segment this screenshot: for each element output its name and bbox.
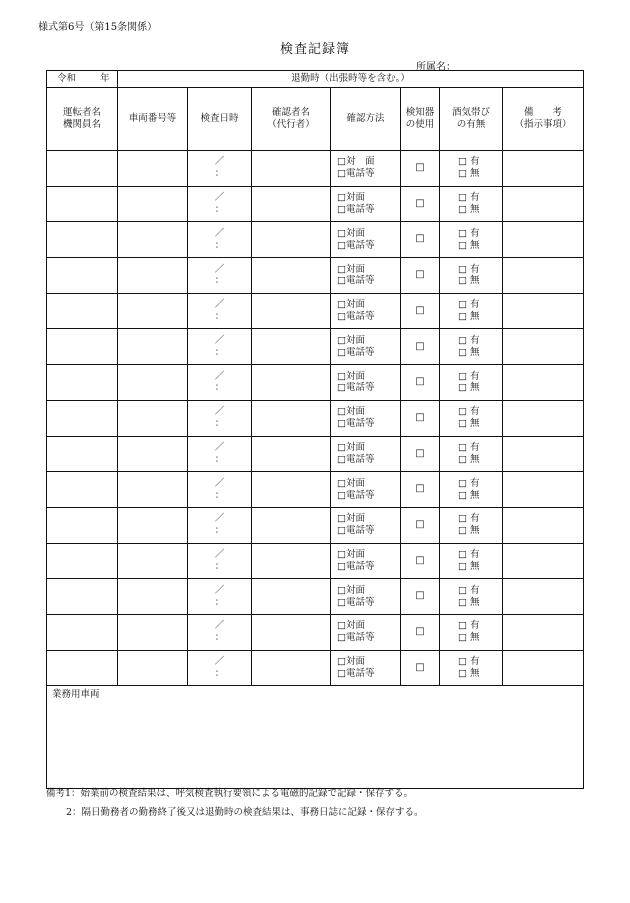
era-label: 令和 [57, 73, 77, 85]
detector-checkbox[interactable]: □ [415, 447, 425, 459]
driver-cell[interactable] [47, 614, 118, 650]
datetime-cell[interactable] [188, 650, 252, 686]
detector-checkbox[interactable]: □ [415, 554, 425, 566]
checker-cell[interactable] [252, 436, 331, 472]
alcohol-yes-checkbox[interactable]: □ 有 [458, 334, 480, 346]
method-phone-checkbox[interactable]: □電話等 [337, 453, 375, 465]
alcohol-no-checkbox[interactable]: □ 無 [458, 204, 480, 216]
method-cell [331, 436, 401, 472]
date-separator: ／ [214, 227, 225, 239]
detector-cell [401, 507, 440, 543]
vehicle-cell[interactable] [118, 186, 188, 222]
remarks-cell[interactable] [503, 579, 584, 615]
header-row-1 [47, 71, 584, 88]
detector-cell [401, 222, 440, 258]
alcohol-no-checkbox[interactable]: □ 無 [458, 346, 480, 358]
alcohol-no-checkbox[interactable]: □ 無 [458, 275, 480, 287]
remark-1: 備考1：始業前の検査結果は、呼気検査執行要領による電磁的記録で記録・保存する。 [46, 788, 414, 799]
alcohol-no-checkbox[interactable]: □ 無 [458, 632, 480, 644]
method-cell [331, 472, 401, 508]
alcohol-no-checkbox[interactable]: □ 無 [458, 418, 480, 430]
detector-checkbox[interactable]: □ [415, 518, 425, 530]
detector-checkbox[interactable]: □ [415, 304, 425, 316]
detector-checkbox[interactable]: □ [415, 340, 425, 352]
remarks-cell[interactable] [503, 329, 584, 365]
alcohol-yes-checkbox[interactable]: □ 有 [458, 263, 480, 275]
alcohol-cell [440, 151, 503, 187]
method-face-checkbox[interactable]: □対面 [337, 656, 365, 668]
inspection-log-table [46, 70, 584, 789]
alcohol-no-checkbox[interactable]: □ 無 [458, 596, 480, 608]
remarks-cell[interactable] [503, 650, 584, 686]
time-separator: ： [214, 275, 225, 287]
form-id: 様式第6号（第15条関係） [38, 22, 158, 33]
table-row [47, 151, 584, 187]
notes-row [47, 686, 584, 789]
datetime-cell[interactable] [188, 507, 252, 543]
driver-cell[interactable] [47, 543, 118, 579]
detector-cell [401, 436, 440, 472]
method-face-checkbox[interactable]: □対面 [337, 406, 365, 418]
alcohol-no-checkbox[interactable]: □ 無 [458, 489, 480, 501]
method-cell [331, 329, 401, 365]
alcohol-cell [440, 436, 503, 472]
alcohol-cell [440, 472, 503, 508]
date-separator: ／ [214, 477, 225, 489]
method-phone-checkbox[interactable]: □電話等 [337, 204, 375, 216]
driver-cell[interactable] [47, 650, 118, 686]
checker-cell[interactable] [252, 329, 331, 365]
method-cell [331, 614, 401, 650]
driver-cell[interactable] [47, 579, 118, 615]
detector-cell [401, 614, 440, 650]
table-row [47, 472, 584, 508]
alcohol-no-checkbox[interactable]: □ 無 [458, 168, 480, 180]
alcohol-no-checkbox[interactable]: □ 無 [458, 382, 480, 394]
method-cell [331, 400, 401, 436]
detector-cell [401, 472, 440, 508]
notes-label: 業務用車両 [52, 689, 100, 701]
alcohol-no-checkbox[interactable]: □ 無 [458, 453, 480, 465]
col-vehicle: 車両番号等 [118, 88, 188, 151]
method-phone-checkbox[interactable]: □電話等 [337, 418, 375, 430]
col-remarks: 備 考 （指示事項） [503, 88, 584, 151]
remarks-cell[interactable] [503, 258, 584, 294]
alcohol-cell [440, 222, 503, 258]
driver-cell[interactable] [47, 222, 118, 258]
checker-cell[interactable] [252, 650, 331, 686]
detector-cell [401, 543, 440, 579]
method-face-checkbox[interactable]: □対面 [337, 441, 365, 453]
time-separator: ： [214, 168, 225, 180]
datetime-cell[interactable] [188, 436, 252, 472]
method-phone-checkbox[interactable]: □電話等 [337, 560, 375, 572]
method-cell [331, 222, 401, 258]
method-cell [331, 650, 401, 686]
alcohol-yes-checkbox[interactable]: □ 有 [458, 656, 480, 668]
method-phone-checkbox[interactable]: □電話等 [337, 346, 375, 358]
time-separator: ： [214, 632, 225, 644]
detector-checkbox[interactable]: □ [415, 626, 425, 638]
detector-cell [401, 329, 440, 365]
alcohol-cell [440, 258, 503, 294]
time-separator: ： [214, 596, 225, 608]
col-driver: 運転者名 機関員名 [47, 88, 118, 151]
method-phone-checkbox[interactable]: □電話等 [337, 667, 375, 679]
table-row [47, 579, 584, 615]
detector-cell [401, 579, 440, 615]
date-separator: ／ [214, 513, 225, 525]
vehicle-cell[interactable] [118, 543, 188, 579]
table-row [47, 650, 584, 686]
alcohol-yes-checkbox[interactable]: □ 有 [458, 406, 480, 418]
time-separator: ： [214, 560, 225, 572]
vehicle-cell[interactable] [118, 258, 188, 294]
time-separator: ： [214, 346, 225, 358]
method-face-checkbox[interactable]: □対面 [337, 299, 365, 311]
remarks-cell[interactable] [503, 436, 584, 472]
col-method: 確認方法 [331, 88, 401, 151]
driver-cell[interactable] [47, 436, 118, 472]
alcohol-yes-checkbox[interactable]: □ 有 [458, 192, 480, 204]
date-separator: ／ [214, 263, 225, 275]
checker-cell[interactable] [252, 365, 331, 401]
method-phone-checkbox[interactable]: □電話等 [337, 489, 375, 501]
col-checker: 確認者名 （代行者） [252, 88, 331, 151]
alcohol-cell [440, 186, 503, 222]
remark-2: 2：隔日勤務者の勤務終了後又は退勤時の検査結果は、事務日誌に記録・保存する。 [66, 807, 424, 818]
remarks-cell[interactable] [503, 222, 584, 258]
method-phone-checkbox[interactable]: □電話等 [337, 382, 375, 394]
alcohol-cell [440, 293, 503, 329]
date-separator: ／ [214, 406, 225, 418]
method-phone-checkbox[interactable]: □電話等 [337, 596, 375, 608]
date-separator: ／ [214, 584, 225, 596]
alcohol-yes-checkbox[interactable]: □ 有 [458, 370, 480, 382]
method-face-checkbox[interactable]: □対面 [337, 263, 365, 275]
remarks-cell[interactable] [503, 186, 584, 222]
date-separator: ／ [214, 192, 225, 204]
method-face-checkbox[interactable]: □対面 [337, 370, 365, 382]
datetime-cell[interactable] [188, 329, 252, 365]
time-separator: ： [214, 382, 225, 394]
detector-checkbox[interactable]: □ [415, 162, 425, 174]
date-separator: ／ [214, 334, 225, 346]
detector-checkbox[interactable]: □ [415, 661, 425, 673]
vehicle-cell[interactable] [118, 579, 188, 615]
detector-checkbox[interactable]: □ [415, 411, 425, 423]
vehicle-cell[interactable] [118, 400, 188, 436]
detector-cell [401, 650, 440, 686]
date-separator: ／ [214, 370, 225, 382]
alcohol-yes-checkbox[interactable]: □ 有 [458, 513, 480, 525]
alcohol-yes-checkbox[interactable]: □ 有 [458, 441, 480, 453]
date-separator: ／ [214, 441, 225, 453]
vehicle-cell[interactable] [118, 650, 188, 686]
method-cell [331, 507, 401, 543]
alcohol-yes-checkbox[interactable]: □ 有 [458, 227, 480, 239]
method-cell [331, 151, 401, 187]
alcohol-no-checkbox[interactable]: □ 無 [458, 311, 480, 323]
date-separator: ／ [214, 620, 225, 632]
checker-cell[interactable] [252, 186, 331, 222]
vehicle-cell[interactable] [118, 614, 188, 650]
alcohol-no-checkbox[interactable]: □ 無 [458, 560, 480, 572]
date-separator: ／ [214, 549, 225, 561]
affiliation-label: 所属名： [416, 62, 456, 73]
vehicle-cell[interactable] [118, 293, 188, 329]
method-cell [331, 186, 401, 222]
alcohol-cell [440, 329, 503, 365]
col-datetime: 検査日時 [188, 88, 252, 151]
date-separator: ／ [214, 156, 225, 168]
remarks-cell[interactable] [503, 365, 584, 401]
checker-cell[interactable] [252, 543, 331, 579]
datetime-cell[interactable] [188, 472, 252, 508]
remarks-cell[interactable] [503, 400, 584, 436]
table-row [47, 258, 584, 294]
method-face-checkbox[interactable]: □対面 [337, 620, 365, 632]
method-phone-checkbox[interactable]: □電話等 [337, 275, 375, 287]
time-separator: ： [214, 311, 225, 323]
detector-cell [401, 293, 440, 329]
datetime-cell[interactable] [188, 543, 252, 579]
datetime-cell[interactable] [188, 186, 252, 222]
detector-checkbox[interactable]: □ [415, 590, 425, 602]
remarks-cell[interactable] [503, 293, 584, 329]
detector-checkbox[interactable]: □ [415, 376, 425, 388]
alcohol-yes-checkbox[interactable]: □ 有 [458, 549, 480, 561]
remarks-cell[interactable] [503, 507, 584, 543]
driver-cell[interactable] [47, 258, 118, 294]
method-phone-checkbox[interactable]: □電話等 [337, 525, 375, 537]
notes-cell[interactable] [47, 686, 584, 789]
datetime-cell[interactable] [188, 293, 252, 329]
method-face-checkbox[interactable]: □対 面 [337, 156, 375, 168]
alcohol-cell [440, 579, 503, 615]
driver-cell[interactable] [47, 365, 118, 401]
detector-checkbox[interactable]: □ [415, 269, 425, 281]
alcohol-cell [440, 400, 503, 436]
vehicle-cell[interactable] [118, 436, 188, 472]
alcohol-cell [440, 650, 503, 686]
alcohol-yes-checkbox[interactable]: □ 有 [458, 299, 480, 311]
detector-cell [401, 400, 440, 436]
alcohol-yes-checkbox[interactable]: □ 有 [458, 620, 480, 632]
date-separator: ／ [214, 299, 225, 311]
vehicle-cell[interactable] [118, 472, 188, 508]
method-phone-checkbox[interactable]: □電話等 [337, 239, 375, 251]
driver-cell[interactable] [47, 186, 118, 222]
detector-cell [401, 186, 440, 222]
table-row [47, 293, 584, 329]
remarks-cell[interactable] [503, 614, 584, 650]
datetime-cell[interactable] [188, 151, 252, 187]
time-separator: ： [214, 453, 225, 465]
method-face-checkbox[interactable]: □対面 [337, 477, 365, 489]
vehicle-cell[interactable] [118, 507, 188, 543]
col-detector: 検知器 の使用 [401, 88, 440, 151]
alcohol-no-checkbox[interactable]: □ 無 [458, 239, 480, 251]
driver-cell[interactable] [47, 507, 118, 543]
table-row [47, 365, 584, 401]
datetime-cell[interactable] [188, 579, 252, 615]
table-row [47, 329, 584, 365]
table-row [47, 186, 584, 222]
method-phone-checkbox[interactable]: □電話等 [337, 632, 375, 644]
method-face-checkbox[interactable]: □対面 [337, 513, 365, 525]
header-row-2 [47, 88, 584, 151]
remarks-cell[interactable] [503, 472, 584, 508]
alcohol-cell [440, 507, 503, 543]
method-phone-checkbox[interactable]: □電話等 [337, 311, 375, 323]
page-title: 検査記録簿 [279, 42, 350, 57]
method-cell [331, 579, 401, 615]
method-cell [331, 365, 401, 401]
time-separator: ： [214, 418, 225, 430]
alcohol-cell [440, 365, 503, 401]
method-face-checkbox[interactable]: □対面 [337, 334, 365, 346]
method-phone-checkbox[interactable]: □電話等 [337, 168, 375, 180]
remarks-cell[interactable] [503, 543, 584, 579]
checker-cell[interactable] [252, 258, 331, 294]
method-face-checkbox[interactable]: □対面 [337, 227, 365, 239]
vehicle-cell[interactable] [118, 222, 188, 258]
table-row [47, 614, 584, 650]
era-year-label: 年 [100, 73, 110, 85]
alcohol-no-checkbox[interactable]: □ 無 [458, 525, 480, 537]
datetime-cell[interactable] [188, 400, 252, 436]
time-separator: ： [214, 239, 225, 251]
checker-cell[interactable] [252, 507, 331, 543]
period-header: 退勤時（出張時等を含む。） [118, 71, 584, 88]
detector-cell [401, 258, 440, 294]
table-row [47, 436, 584, 472]
detector-checkbox[interactable]: □ [415, 483, 425, 495]
date-separator: ／ [214, 656, 225, 668]
driver-cell[interactable] [47, 400, 118, 436]
driver-cell[interactable] [47, 472, 118, 508]
detector-checkbox[interactable]: □ [415, 233, 425, 245]
time-separator: ： [214, 204, 225, 216]
table-row [47, 507, 584, 543]
detector-cell [401, 151, 440, 187]
detector-cell [401, 365, 440, 401]
vehicle-cell[interactable] [118, 365, 188, 401]
col-alcohol: 酒気帯び の有無 [440, 88, 503, 151]
checker-cell[interactable] [252, 151, 331, 187]
table-row [47, 543, 584, 579]
alcohol-yes-checkbox[interactable]: □ 有 [458, 584, 480, 596]
table-row [47, 222, 584, 258]
table-row [47, 400, 584, 436]
time-separator: ： [214, 525, 225, 537]
method-face-checkbox[interactable]: □対面 [337, 192, 365, 204]
driver-cell[interactable] [47, 151, 118, 187]
alcohol-no-checkbox[interactable]: □ 無 [458, 667, 480, 679]
checker-cell[interactable] [252, 614, 331, 650]
checker-cell[interactable] [252, 400, 331, 436]
alcohol-yes-checkbox[interactable]: □ 有 [458, 477, 480, 489]
datetime-cell[interactable] [188, 365, 252, 401]
vehicle-cell[interactable] [118, 329, 188, 365]
alcohol-cell [440, 543, 503, 579]
detector-checkbox[interactable]: □ [415, 197, 425, 209]
era-cell [47, 71, 118, 88]
datetime-cell[interactable] [188, 258, 252, 294]
remarks-cell[interactable] [503, 151, 584, 187]
checker-cell[interactable] [252, 579, 331, 615]
checker-cell[interactable] [252, 293, 331, 329]
datetime-cell[interactable] [188, 222, 252, 258]
checker-cell[interactable] [252, 222, 331, 258]
time-separator: ： [214, 667, 225, 679]
method-cell [331, 543, 401, 579]
driver-cell[interactable] [47, 293, 118, 329]
remarks [46, 784, 424, 822]
checker-cell[interactable] [252, 472, 331, 508]
alcohol-cell [440, 614, 503, 650]
method-face-checkbox[interactable]: □対面 [337, 549, 365, 561]
datetime-cell[interactable] [188, 614, 252, 650]
method-cell [331, 258, 401, 294]
method-cell [331, 293, 401, 329]
method-face-checkbox[interactable]: □対面 [337, 584, 365, 596]
time-separator: ： [214, 489, 225, 501]
alcohol-yes-checkbox[interactable]: □ 有 [458, 156, 480, 168]
vehicle-cell[interactable] [118, 151, 188, 187]
driver-cell[interactable] [47, 329, 118, 365]
